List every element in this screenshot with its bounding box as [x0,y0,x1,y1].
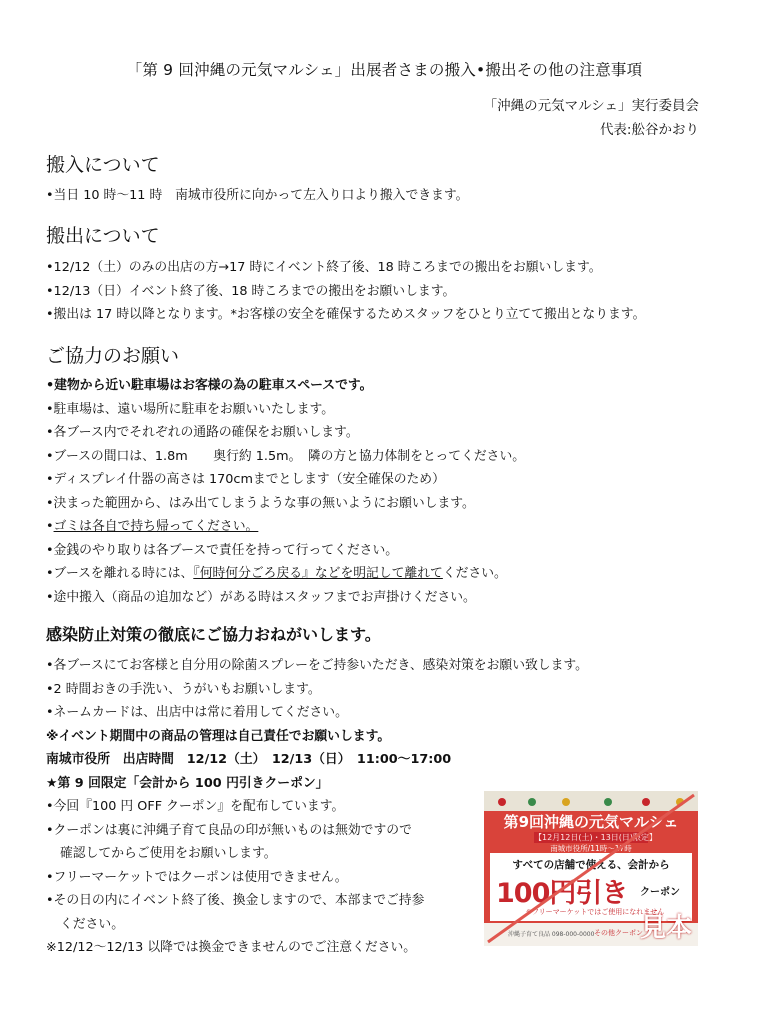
coupon-title: 第9回沖縄の元気マルシェ [503,813,679,831]
list-item: •搬出は 17 時以降となります。*お客様の安全を確保するためスタッフをひとり立てて搬出となります。 [46,307,646,322]
list-item: •2 時間おきの手洗い、うがいもお願いします。 [46,681,321,697]
coupon-place: 南城市役所/11時～17時 [550,844,632,853]
carry-out-list [46,256,645,327]
coupon-lead: すべての店舗で使える、会計から [512,859,670,871]
cooperation-heading: ご協力のお願い [46,345,180,367]
list-item: •今回『100 円 OFF クーポン』を配布しています。 [46,799,345,814]
cooperation-list [46,374,525,609]
list-item: •ディスプレイ什器の高さは 170cmまでとします（安全確保のため） [46,472,445,487]
coupon-misc: その他クーポン [594,929,643,937]
list-item: ★第 9 回限定「会計から 100 円引きクーポン」 [46,775,329,791]
list-item: •当日 10 時～11 時 南城市役所に向かって左入り口より搬入できます。 [46,188,469,203]
carry-in-list [46,184,468,208]
organizer-block [484,94,699,142]
document-title: 「第 9 回沖縄の元気マルシェ」出展者さまの搬入•搬出その他の注意事項 [126,61,643,79]
trash-prefix: • [46,519,54,534]
list-item: •12/12（土）のみの出店の方→17 時にイベント終了後、18 時ころまでの搬出をお願いします。 [46,260,602,275]
leaving-suffix: ください。 [442,566,507,581]
organizer-representative: 代表:舩谷かおり [599,122,699,138]
list-item: •決まった範囲から、はみ出てしまうような事の無いようにお願いします。 [46,495,475,511]
list-item: •ブースの間口は、1.8m 奥行約 1.5m。 隣の方と協力体制をとってください。 [46,448,526,464]
list-item: •その日の内にイベント終了後、換金しますので、本部までご持参 [46,893,425,908]
list-item: •建物から近い駐車場はお客様の為の駐車スペースです。 [46,378,373,393]
coupon-sample-image [484,791,698,946]
list-item: ください。 [60,916,124,932]
list-item: •駐車場は、遠い場所に駐車をお願いいたします。 [46,401,335,417]
list-item: •途中搬入（商品の追加など）がある時はスタッフまでお声掛けください。 [46,589,476,605]
coupon-kind: クーポン [640,887,680,898]
list-item: 南城市役所 出店時間 12/12（土） 12/13（日） 11:00～17:00 [46,752,452,767]
infection-heading: 感染防止対策の徹底にご協力おねがいします。 [46,625,381,644]
list-item: ※12/12～12/13 以降では換金できませんのでご注意ください。 [46,940,417,955]
leaving-underlined: 『何時何分ごろ戻る』などを明記して離れて [193,566,443,581]
list-item [46,515,525,539]
list-item: •各ブース内でそれぞれの通路の確保をお願いします。 [46,425,359,440]
leaving-prefix: •ブースを離れる時には、 [46,566,194,581]
list-item: •12/13（日）イベント終了後、18 時ころまでの搬出をお願いします。 [46,283,456,299]
carry-out-heading: 搬出について [46,225,160,247]
list-item: •金銭のやり取りは各ブースで責任を持って行ってください。 [46,542,399,558]
list-item: ※イベント期間中の商品の管理は自己責任でお願いします。 [46,728,391,744]
list-item: •フリーマーケットではクーポンは使用できません。 [46,869,348,885]
list-item [46,562,525,586]
coupon-dates: 【12月12日(土)・13日(日)限定】 [534,833,658,842]
carry-in-heading: 搬入について [46,154,160,176]
trash-notice: ゴミは各自で持ち帰ってください。 [53,519,259,534]
list-item: •クーポンは裏に沖縄子育て良品の印が無いものは無効ですので [46,822,412,838]
organizer-committee: 「沖縄の元気マルシェ」実行委員会 [483,98,699,114]
coupon-phone: 沖縄子育て良品 098-000-0000 [508,931,595,938]
coupon-discount: 100円引き [496,878,628,909]
coupon-note: ※フリーマーケットではご使用になれません [526,908,665,916]
sample-watermark: 見本 [639,913,692,943]
list-item: •各ブースにてお客様と自分用の除菌スプレーをご持参いただき、感染対策をお願い致します。 [46,658,588,673]
list-item: 確認してからご使用をお願いします。 [60,846,277,861]
list-item: •ネームカードは、出店中は常に着用してください。 [46,705,348,720]
